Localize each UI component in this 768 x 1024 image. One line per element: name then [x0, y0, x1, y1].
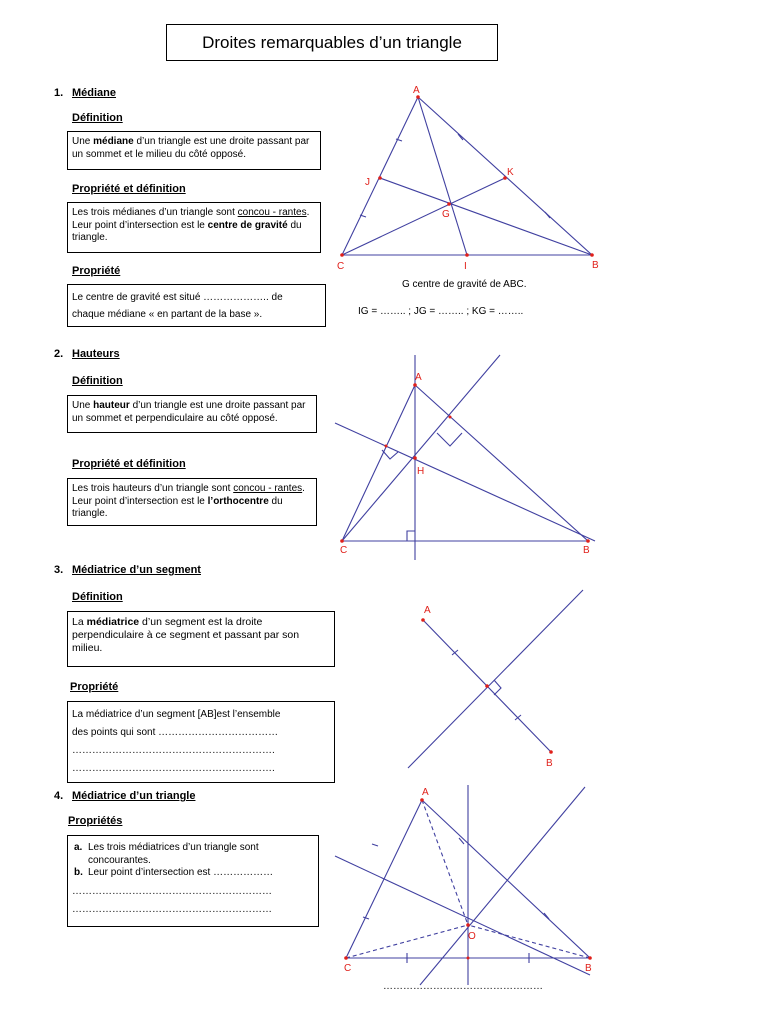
point-label-c: C	[344, 963, 352, 974]
definition-label: Définition	[72, 112, 123, 124]
point-label-o: O	[468, 931, 476, 942]
triangle-abc	[342, 97, 592, 255]
text: La	[72, 616, 87, 628]
perpendicular-bisector	[408, 590, 583, 768]
section-number: 4.	[54, 790, 64, 802]
right-angle-mark	[437, 433, 462, 446]
ratio-blanks: IG = …….. ; JG = …….. ; KG = ……..	[358, 306, 524, 317]
point-label-b: B	[585, 963, 592, 974]
text: Les trois médiatrices d’un triangle sont concourantes.	[88, 842, 259, 866]
page-title: Droites remarquables d’un triangle	[166, 24, 498, 61]
tick-mark	[545, 212, 550, 218]
section-number: 1.	[54, 87, 64, 99]
text: du triangle.	[72, 219, 302, 243]
keyword: centre de gravité	[207, 219, 288, 231]
text-line: La médiatrice d’un segment [AB]est l’ensemble	[72, 709, 281, 720]
text: d’un segment est la droite perpendiculaire à ce segment et passant par son milieu.	[72, 616, 300, 654]
triangle-bisector-figure	[335, 785, 590, 985]
altitude-from-b	[335, 423, 595, 541]
underlined-text: concou - rantes	[237, 207, 307, 218]
property-label: Propriété	[70, 681, 119, 693]
section-heading: Médiatrice d’un segment	[72, 564, 201, 576]
text: Leur point d’intersection est ………………	[88, 867, 274, 878]
text: Une	[72, 136, 94, 147]
point-label-a: A	[424, 605, 431, 616]
point-label-a: A	[413, 85, 420, 96]
property-label: Propriété	[72, 265, 121, 277]
tick-mark	[372, 844, 378, 846]
text: d’un triangle est une droite passant par un sommet et le milieu du côté opposé.	[72, 136, 310, 160]
segment-bisector-figure	[408, 590, 583, 768]
point-label-i: I	[464, 261, 467, 272]
section-heading: Hauteurs	[72, 348, 120, 360]
text: . Leur point d’intersection est le	[72, 483, 305, 507]
underlined-text: concou - rantes	[233, 483, 303, 494]
point-label-a: A	[422, 787, 429, 798]
text: Les trois hauteurs d’un triangle sont	[72, 483, 234, 494]
median-from-a	[418, 97, 467, 255]
text: . Leur point d’intersection est le	[72, 207, 310, 231]
point-label-c: C	[340, 545, 348, 556]
text-line: ……………………………………………………	[72, 885, 272, 897]
median-from-c	[342, 178, 505, 255]
text-line: chaque médiane « en partant de la base ».	[72, 309, 263, 320]
section-number: 2.	[54, 348, 64, 360]
dashed-oa	[422, 800, 468, 925]
median-from-b	[380, 178, 592, 255]
property-definition-label: Propriété et définition	[72, 458, 186, 470]
point-label-b: B	[546, 758, 553, 769]
text-line: ……………………………………………………	[72, 904, 272, 915]
point-label-g: G	[442, 209, 450, 220]
text-line: Le centre de gravité est situé ……………….. de	[72, 292, 283, 303]
triangle-abc	[342, 385, 588, 541]
figure-caption: G centre de gravité de ABC.	[402, 279, 527, 290]
properties-label: Propriétés	[68, 815, 123, 827]
right-angle-mark	[407, 531, 415, 541]
keyword: médiatrice	[86, 616, 140, 628]
section-heading: Médiane	[72, 87, 117, 99]
list-marker: a.	[74, 842, 83, 853]
list-marker: b.	[74, 867, 83, 878]
bottom-blank: …………………………………………	[383, 981, 543, 992]
section-heading: Médiatrice d’un triangle	[72, 790, 196, 802]
definition-label: Définition	[72, 591, 123, 603]
point-label-h: H	[417, 466, 425, 477]
median-figure	[342, 97, 592, 255]
text: du triangle.	[72, 495, 283, 519]
section-number: 3.	[54, 564, 64, 576]
keyword: hauteur	[93, 400, 130, 411]
property-definition-label: Propriété et définition	[72, 183, 186, 195]
text: d’un triangle est une droite passant par un sommet et perpendiculaire au côté opposé.	[72, 400, 306, 424]
point-label-j: J	[365, 177, 370, 188]
definition-label: Définition	[72, 375, 123, 387]
point-label-k: K	[507, 167, 514, 178]
point-label-a: A	[415, 372, 422, 383]
right-angle-mark	[494, 680, 501, 695]
text-line: …………………………………………………….	[72, 763, 275, 774]
bisector-ab	[420, 787, 585, 985]
point-label-b: B	[583, 545, 590, 556]
altitude-figure	[335, 355, 595, 560]
bisector-ac	[335, 856, 590, 975]
text-line: …………………………………………………….	[72, 745, 275, 756]
text-line: des points qui sont ………………………………	[72, 727, 279, 738]
text: Une	[72, 400, 94, 411]
point-label-b: B	[592, 260, 599, 271]
keyword: médiane	[93, 136, 134, 147]
point-label-c: C	[337, 261, 345, 272]
keyword: l’orthocentre	[207, 495, 269, 507]
text: Les trois médianes d’un triangle sont	[72, 207, 238, 218]
